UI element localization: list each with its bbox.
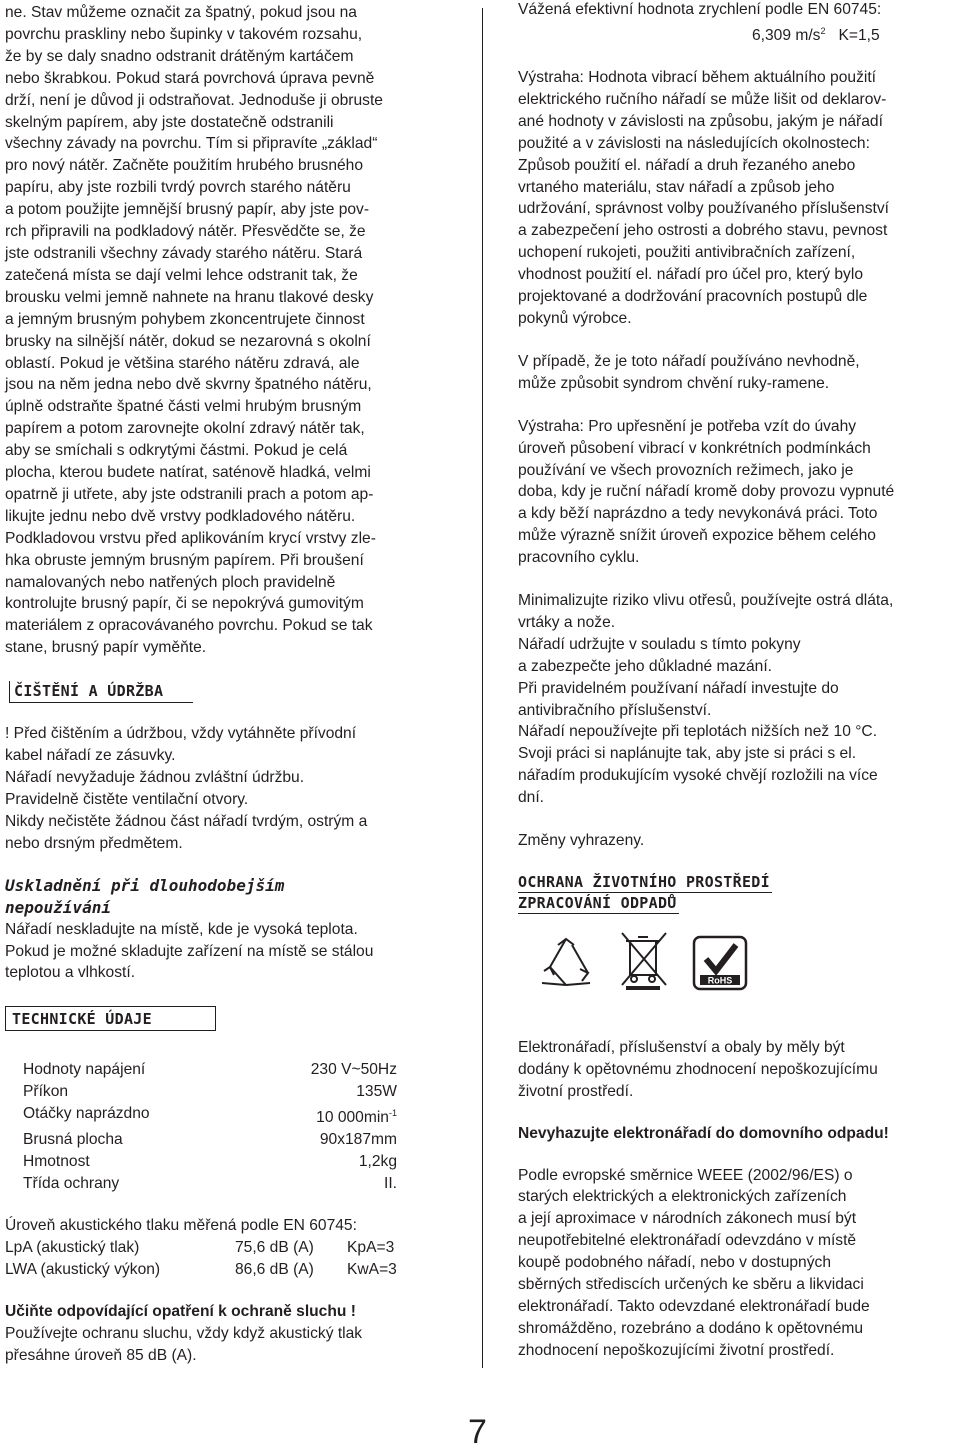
spec-label: Třída ochrany: [23, 1175, 120, 1193]
text-line: zatečená místa se dají velmi lehce odstranit tak, že: [5, 266, 358, 284]
text-line: Minimalizujte riziko vlivu otřesů, používejte ostrá dláta,: [518, 592, 894, 610]
text-line: pokynů výrobce.: [518, 309, 632, 327]
right-column: [518, 0, 958, 1362]
hearing-warning: Učiňte odpovídající opatření k ochraně sluchu !: [5, 1303, 356, 1321]
exposure-warning: [518, 416, 958, 569]
text-line: vrtáky a nože.: [518, 613, 616, 631]
text-line: Nářadí udržujte v souladu s tímto pokyny: [518, 635, 801, 653]
weee-text: [518, 1165, 958, 1362]
text-line: a jemným brusným pohybem zkoncentrujete činnost: [5, 310, 365, 328]
text-line: přesáhne úroveň 85 dB (A).: [5, 1347, 197, 1365]
text-line: Podkladovou vrstvu před aplikováním krycí vrstvy zle-: [5, 529, 376, 547]
text-line: koupě podobného nářadí, nebo v dostupných: [518, 1254, 831, 1272]
text-line: shromážděno, rozebráno a dodáno k opětovnému: [518, 1319, 864, 1337]
text-line: použité a v závislosti na následujících okolnostech:: [518, 134, 870, 152]
text-line: Elektronářadí, příslušenství a obaly by měly být: [518, 1038, 845, 1056]
text-line: drží, není je důvod ji odstraňovat. Jednoduše ji obruste: [5, 91, 383, 109]
text-line: ne. Stav můžeme označit za špatný, pokud jsou na: [5, 4, 357, 21]
spec-label: Hmotnost: [23, 1153, 90, 1171]
spec-value: 135W: [356, 1083, 397, 1101]
text-line: opatrně ji utřete, aby jste odstranili prach a potom ap-: [5, 485, 374, 503]
spec-value: II.: [384, 1175, 397, 1193]
spec-label: Hodnoty napájení: [23, 1061, 146, 1079]
noise-intro: Úroveň akustického tlaku měřená podle EN 60745:: [5, 1217, 357, 1235]
text-line: všechny závady na povrchu. Tím si připravíte „základ“: [5, 135, 378, 153]
text-line: jste odstranili všechny závady starého nátěru. Stará: [5, 244, 363, 262]
noise-value: 75,6 dB (A): [235, 1239, 314, 1257]
noise-value: 86,6 dB (A): [235, 1261, 314, 1279]
storage-heading-line: nepoužívání: [5, 897, 111, 917]
text-line: může způsobit syndrom chvění ruky-ramene.: [518, 374, 830, 392]
text-line: Nikdy nečistěte žádnou část nářadí tvrdým, ostrým a: [5, 812, 368, 830]
text-line: že by se daly snadno odstranit drátěným kartáčem: [5, 47, 354, 65]
disposal-icons: [536, 929, 958, 991]
text-line: ané hodnoty v závislosti na způsobu, jakým je nářadí: [518, 112, 883, 130]
text-line: sběrných střediscích určených ke sběru a likvidaci: [518, 1276, 864, 1294]
sanding-instructions: [5, 2, 444, 659]
text-line: elektrického ručního nářadí se může lišit od deklarov-: [518, 90, 887, 108]
text-line: a její aproximace v národních zákonech musí být: [518, 1210, 857, 1228]
text-line: Způsob použití el. nářadí a druh řezaného anebo: [518, 156, 856, 174]
changes-note: Změny vyhrazeny.: [518, 832, 645, 850]
text-line: pro nový nátěr. Začněte použitím hrubého brusného: [5, 157, 364, 175]
text-line: brusky na silnější nátěr, dokud se nezarovná s okolní: [5, 332, 371, 350]
recycle-icon: [536, 937, 596, 991]
text-line: zhodnocení nepoškozujícími životní prostředí.: [518, 1341, 835, 1359]
text-line: namalovaných nebo natřených ploch pravidelně: [5, 573, 336, 591]
text-line: doba, kdy je ruční nářadí kromě doby provozu vypnuté: [518, 483, 895, 501]
text-line: plocha, kterou budete natírat, saténově hladká, velmi: [5, 464, 371, 482]
text-line: Pravidelně čistěte ventilační otvory.: [5, 790, 249, 808]
syndrome-text: [518, 351, 958, 395]
storage-heading: [5, 875, 444, 919]
text-line: úroveň působení vibrací v konkrétních podmínkách: [518, 439, 871, 457]
text-line: likujte jednu nebo dvě vrstvy podkladového nátěru.: [5, 507, 356, 525]
text-line: hka obruste jemným brusným papírem. Při broušení: [5, 551, 364, 569]
text-line: Nářadí neskladujte na místě, kde je vysoká teplota.: [5, 920, 358, 938]
spec-row: [23, 1151, 397, 1173]
text-line: skelným papírem, aby jste dostatečně odstranili: [5, 113, 334, 131]
noise-row: [5, 1237, 397, 1259]
text-line: V případě, že je toto nářadí používáno nevhodně,: [518, 352, 860, 370]
storage-text: [5, 919, 444, 985]
text-line: povrchu praskliny nebo šupinky v takovém rozsahu,: [5, 25, 363, 43]
text-line: vhodnost použití el. nářadí pro účel pro, který bylo: [518, 266, 863, 284]
storage-heading-line: Uskladnění při dlouhodobejším: [5, 875, 285, 895]
spec-value: 230 V~50Hz: [310, 1061, 397, 1079]
vibration-value: 6,309 $m/s^2$ K=1,5: [752, 25, 880, 45]
text-line: vrtaného materiálu, stav nářadí a způsob jeho: [518, 178, 835, 196]
text-line: dodány k opětovnému zhodnocení nepoškozujícímu: [518, 1060, 878, 1078]
spec-row: [23, 1129, 397, 1151]
disposal-warning: Nevyhazujte elektronářadí do domovního odpadu!: [518, 1124, 889, 1142]
text-line: a kdy běží naprázdno a tedy nevykonává práci. Toto: [518, 505, 878, 523]
environment-heading: [518, 872, 772, 914]
page-number: 7: [468, 1413, 487, 1451]
text-line: Výstraha: Pro upřesnění je potřeba vzít do úvahy: [518, 417, 857, 435]
text-line: nebo škrabkou. Pokud stará povrchová úprava pevně: [5, 69, 375, 87]
text-line: stane, brusný papír vyměňte.: [5, 639, 207, 657]
noise-table: [5, 1237, 397, 1281]
text-line: papírem a potom zarovnejte okolní zdravý nátěr tak,: [5, 420, 365, 438]
tech-heading: TECHNICKÉ ÚDAJE: [5, 1006, 216, 1031]
spec-label: Brusná plocha: [23, 1131, 123, 1149]
spec-value: 90x187mm: [319, 1131, 397, 1149]
text-line: projektované a dodržování pracovních postupů dle: [518, 288, 868, 306]
vibration-warning: [518, 67, 958, 330]
text-line: životní prostředí.: [518, 1082, 634, 1100]
text-line: a potom použijte jemnější brusný papír, aby jste pov-: [5, 201, 370, 219]
text-line: Výstraha: Hodnota vibrací během aktuálního použití: [518, 69, 877, 86]
text-line: udržování, správnost volby používaného příslušenství: [518, 200, 889, 218]
noise-label: LWA (akustický výkon): [5, 1261, 161, 1279]
svg-text:RoHS: RoHS: [707, 975, 733, 986]
spec-row: [23, 1173, 397, 1195]
spec-label: Otáčky naprázdno: [23, 1105, 150, 1123]
text-line: Nářadí nepoužívejte při teplotách nižších než 10 °C.: [518, 723, 878, 741]
noise-k: KpA=3: [347, 1239, 395, 1257]
spec-value: 10 $000\min^{-1}$: [316, 1108, 397, 1127]
spec-row: [23, 1081, 397, 1103]
text-line: neupotřebitelné elektronářadí odevzdáno v místě: [518, 1232, 857, 1250]
text-line: papíru, aby jste rozbili tvrdý povrch starého nátěru: [5, 179, 351, 197]
text-line: dní.: [518, 789, 545, 807]
text-line: starých elektrických a elektronických zařízeních: [518, 1188, 847, 1206]
environment-heading-line: OCHRANA ŽIVOTNÍHO PROSTŘEDÍ: [518, 873, 770, 891]
text-line: úplně odstraňte špatné části velmi hrubým brusným: [5, 398, 362, 416]
text-line: kontrolujte brusný papír, či se nepokrývá gumovitým: [5, 595, 364, 613]
text-line: materiálem z opracovávaného povrchu. Pokud se tak: [5, 617, 373, 635]
text-line: pracovního cyklu.: [518, 549, 640, 567]
text-line: nebo drsným předmětem.: [5, 834, 183, 852]
text-line: oblastí. Pokud je většina starého nátěru zdravá, ale: [5, 354, 360, 372]
cleaning-text: [5, 723, 444, 854]
environment-heading-line: ZPRACOVÁNÍ ODPADŮ: [518, 894, 677, 912]
text-line: rch připravili na podkladový nátěr. Přesvědčte se, že: [5, 223, 366, 241]
hearing-text: [5, 1323, 444, 1367]
text-line: Nářadí nevyžaduje žádnou zvláštní údržbu.: [5, 769, 305, 786]
left-column: [5, 0, 444, 1367]
environment-text: [518, 1037, 958, 1103]
text-line: a zabezpečení jeho ostrosti a dobrého stavu, pevnost: [518, 222, 888, 240]
rohs-icon: [692, 935, 748, 991]
text-line: kabel nářadí ze zásuvky.: [5, 747, 176, 765]
text-line: teplotou a vlhkostí.: [5, 964, 136, 982]
spec-row: [23, 1059, 397, 1081]
spec-value: 1,2kg: [358, 1153, 397, 1171]
text-line: používání ve všech provozních režimech, jako je: [518, 461, 854, 479]
noise-row: [5, 1259, 397, 1281]
text-line: aby se smíchali s odkrytými částmi. Pokud je celá: [5, 442, 348, 460]
text-line: nářadím produkujícím vysoké chvějí rozložili na více: [518, 767, 878, 785]
spec-label: Příkon: [23, 1083, 69, 1101]
text-line: antivibračního příslušenství.: [518, 701, 712, 719]
noise-k: KwA=3: [347, 1261, 397, 1279]
noise-label: LpA (akustický tlak): [5, 1239, 140, 1257]
text-line: Pokud je možné skladujte zařízení na místě se stálou: [5, 942, 374, 960]
text-line: Při pravidelném používaní nářadí investujte do: [518, 679, 839, 697]
text-line: a zabezpečte jeho důkladné mazání.: [518, 657, 773, 675]
text-line: Svoji práci si naplánujte tak, aby jste si práci s el.: [518, 745, 857, 763]
text-line: může výrazně snížit úroveň expozice během celého: [518, 527, 876, 545]
text-line: uchopení rukojeti, použiti antivibračních zařízení,: [518, 244, 856, 262]
text-line: Používejte ochranu sluchu, vždy když akustický tlak: [5, 1325, 363, 1343]
spec-row: [23, 1103, 397, 1129]
crossed-bin-icon: [618, 929, 670, 991]
vibration-intro: Vážená efektivní hodnota zrychlení podle EN 60745:: [518, 1, 882, 18]
vibration-tips: [518, 590, 958, 809]
text-line: Podle evropské směrnice WEEE (2002/96/ES) o: [518, 1166, 853, 1184]
text-line: jsou na něm jedna nebo dvě skvrny špatného nátěru,: [5, 376, 372, 394]
cleaning-heading: ČIŠTĚNÍ A ÚDRŽBA: [9, 681, 193, 703]
column-divider: [482, 8, 483, 1368]
spec-table: [23, 1059, 397, 1195]
text-line: ! Před čištěním a údržbou, vždy vytáhněte přívodní: [5, 725, 357, 743]
text-line: brousku velmi jemně nahnete na hranu tlakové desky: [5, 288, 374, 306]
text-line: elektronářadí. Takto odevzdané elektronářadí bude: [518, 1297, 870, 1315]
